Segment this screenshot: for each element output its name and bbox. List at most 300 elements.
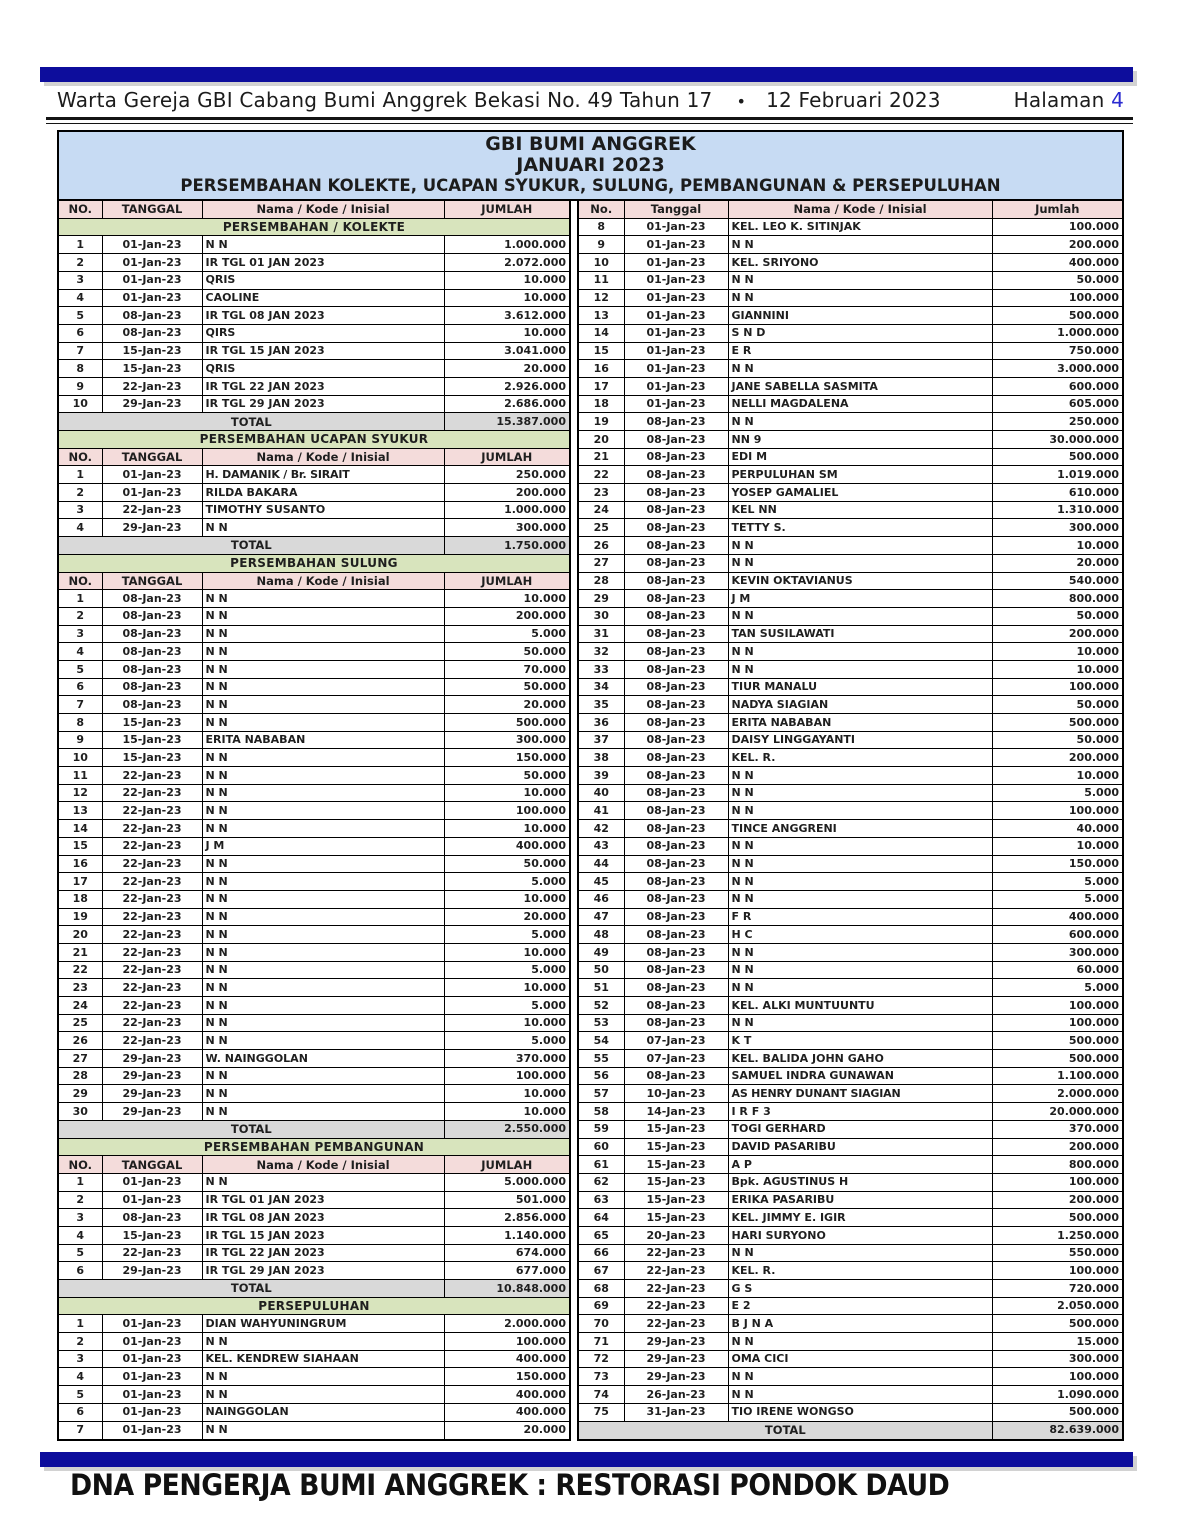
row-date: 08-Jan-23	[102, 696, 202, 714]
table-row	[58, 466, 570, 484]
row-no: 38	[578, 749, 624, 767]
row-name: N N	[728, 643, 992, 661]
row-date: 01-Jan-23	[624, 395, 728, 413]
row-amount: 200.000	[992, 236, 1123, 254]
row-amount: 20.000	[444, 1421, 570, 1440]
row-name: N N	[728, 413, 992, 431]
report-title-month: JANUARI 2023	[516, 154, 665, 176]
table-row	[58, 784, 570, 802]
column-header-row	[578, 200, 1123, 218]
row-name: W. NAINGGOLAN	[202, 1050, 444, 1068]
row-no: 12	[578, 289, 624, 307]
masthead	[57, 88, 1124, 112]
row-date: 08-Jan-23	[624, 572, 728, 590]
row-amount: 10.000	[444, 1085, 570, 1103]
row-amount: 100.000	[444, 1067, 570, 1085]
row-no: 6	[58, 324, 102, 342]
row-date: 01-Jan-23	[102, 1350, 202, 1368]
row-no: 27	[58, 1050, 102, 1068]
row-date: 22-Jan-23	[102, 784, 202, 802]
row-no: 63	[578, 1191, 624, 1209]
row-date: 01-Jan-23	[102, 1421, 202, 1440]
row-no: 13	[58, 802, 102, 820]
row-no: 7	[58, 696, 102, 714]
table-row	[58, 1386, 570, 1404]
table-row	[578, 1014, 1123, 1032]
row-name: IR TGL 22 JAN 2023	[202, 377, 444, 395]
table-row	[578, 271, 1123, 289]
row-amount: 1.250.000	[992, 1226, 1123, 1244]
masthead-date: 12 Februari 2023	[766, 88, 941, 112]
row-date: 29-Jan-23	[102, 1085, 202, 1103]
row-date: 01-Jan-23	[102, 1403, 202, 1421]
total-label: TOTAL	[58, 537, 444, 555]
table-row	[578, 802, 1123, 820]
row-name: N N	[728, 236, 992, 254]
row-date: 01-Jan-23	[102, 271, 202, 289]
row-amount: 150.000	[992, 855, 1123, 873]
table-row	[58, 271, 570, 289]
col-header-date: Tanggal	[624, 200, 728, 218]
row-amount: 200.000	[992, 749, 1123, 767]
row-no: 69	[578, 1297, 624, 1315]
row-date: 08-Jan-23	[624, 802, 728, 820]
row-date: 01-Jan-23	[102, 289, 202, 307]
row-amount: 5.000	[444, 926, 570, 944]
row-name: E R	[728, 342, 992, 360]
row-name: NN 9	[728, 431, 992, 449]
row-no: 65	[578, 1226, 624, 1244]
col-header-amount: JUMLAH	[444, 572, 570, 590]
total-amount: 10.848.000	[444, 1280, 570, 1298]
table-row	[578, 501, 1123, 519]
col-header-amount: Jumlah	[992, 200, 1123, 218]
row-name: B J N A	[728, 1315, 992, 1333]
row-name: N N	[202, 979, 444, 997]
table-row	[578, 466, 1123, 484]
row-amount: 50.000	[444, 855, 570, 873]
row-date: 22-Jan-23	[102, 1244, 202, 1262]
row-amount: 10.000	[444, 979, 570, 997]
row-no: 9	[58, 377, 102, 395]
row-amount: 370.000	[444, 1050, 570, 1068]
row-name: DAVID PASARIBU	[728, 1138, 992, 1156]
row-amount: 605.000	[992, 395, 1123, 413]
row-date: 20-Jan-23	[624, 1226, 728, 1244]
row-date: 08-Jan-23	[624, 749, 728, 767]
row-name: TIUR MANALU	[728, 678, 992, 696]
row-amount: 400.000	[444, 1386, 570, 1404]
col-header-no: NO.	[58, 200, 102, 218]
total-label: TOTAL	[578, 1421, 992, 1440]
row-amount: 5.000	[992, 979, 1123, 997]
table-row	[58, 1209, 570, 1227]
row-amount: 400.000	[444, 1403, 570, 1421]
top-divider-bar	[40, 67, 1133, 82]
table-row	[58, 660, 570, 678]
table-row	[578, 784, 1123, 802]
report-title-subtitle: PERSEMBAHAN KOLEKTE, UCAPAN SYUKUR, SULUNG, PEMBANGUNAN & PERSEPULUHAN	[180, 176, 1001, 195]
row-name: SAMUEL INDRA GUNAWAN	[728, 1067, 992, 1085]
row-date: 15-Jan-23	[102, 731, 202, 749]
row-no: 68	[578, 1280, 624, 1298]
row-no: 30	[58, 1103, 102, 1121]
row-date: 08-Jan-23	[624, 731, 728, 749]
table-row	[58, 607, 570, 625]
row-amount: 5.000	[992, 890, 1123, 908]
row-amount: 5.000	[444, 625, 570, 643]
report-title-block	[57, 130, 1124, 201]
table-row	[578, 395, 1123, 413]
row-no: 30	[578, 607, 624, 625]
table-row	[58, 1226, 570, 1244]
row-name: N N	[202, 784, 444, 802]
row-date: 08-Jan-23	[624, 484, 728, 502]
row-date: 22-Jan-23	[102, 943, 202, 961]
row-amount: 100.000	[992, 802, 1123, 820]
row-no: 3	[58, 271, 102, 289]
row-date: 22-Jan-23	[102, 802, 202, 820]
row-amount: 100.000	[992, 289, 1123, 307]
row-no: 34	[578, 678, 624, 696]
row-name: I R F 3	[728, 1103, 992, 1121]
row-no: 58	[578, 1103, 624, 1121]
table-row	[578, 696, 1123, 714]
left-offering-table	[57, 199, 571, 1441]
table-row	[58, 289, 570, 307]
table-row	[58, 236, 570, 254]
section-header-row	[58, 554, 570, 572]
row-no: 4	[58, 1368, 102, 1386]
report-columns	[57, 199, 1124, 1441]
total-row	[578, 1421, 1123, 1440]
row-name: N N	[728, 784, 992, 802]
table-row	[58, 714, 570, 732]
row-no: 35	[578, 696, 624, 714]
table-row	[578, 254, 1123, 272]
row-date: 08-Jan-23	[624, 979, 728, 997]
col-header-amount: JUMLAH	[444, 1156, 570, 1174]
row-amount: 10.000	[444, 784, 570, 802]
row-amount: 540.000	[992, 572, 1123, 590]
offering-report	[57, 130, 1124, 1441]
row-no: 15	[58, 837, 102, 855]
table-row	[58, 820, 570, 838]
row-date: 29-Jan-23	[102, 1262, 202, 1280]
row-no: 5	[58, 1386, 102, 1404]
row-no: 16	[58, 855, 102, 873]
row-no: 22	[578, 466, 624, 484]
table-row	[578, 1333, 1123, 1351]
table-row	[58, 360, 570, 378]
row-date: 01-Jan-23	[102, 236, 202, 254]
row-no: 54	[578, 1032, 624, 1050]
row-date: 08-Jan-23	[102, 590, 202, 608]
row-no: 37	[578, 731, 624, 749]
row-no: 60	[578, 1138, 624, 1156]
row-no: 10	[58, 749, 102, 767]
table-row	[578, 1032, 1123, 1050]
row-date: 22-Jan-23	[624, 1262, 728, 1280]
row-amount: 1.000.000	[444, 236, 570, 254]
row-date: 08-Jan-23	[624, 466, 728, 484]
total-label: TOTAL	[58, 1120, 444, 1138]
row-date: 08-Jan-23	[624, 554, 728, 572]
row-date: 22-Jan-23	[102, 890, 202, 908]
row-name: N N	[202, 1103, 444, 1121]
column-header-row	[58, 200, 570, 218]
row-amount: 30.000.000	[992, 431, 1123, 449]
row-amount: 300.000	[992, 943, 1123, 961]
table-row	[578, 643, 1123, 661]
table-row	[578, 324, 1123, 342]
col-header-name: Nama / Kode / Inisial	[202, 572, 444, 590]
row-no: 49	[578, 943, 624, 961]
table-row	[58, 890, 570, 908]
table-row	[578, 484, 1123, 502]
row-date: 01-Jan-23	[624, 218, 728, 236]
row-amount: 200.000	[992, 1138, 1123, 1156]
row-name: N N	[728, 554, 992, 572]
table-row	[58, 731, 570, 749]
row-date: 22-Jan-23	[624, 1280, 728, 1298]
row-no: 9	[578, 236, 624, 254]
row-no: 20	[58, 926, 102, 944]
row-amount: 200.000	[444, 484, 570, 502]
row-date: 08-Jan-23	[624, 961, 728, 979]
table-row	[58, 1403, 570, 1421]
row-date: 08-Jan-23	[624, 837, 728, 855]
row-amount: 50.000	[444, 643, 570, 661]
row-amount: 1.140.000	[444, 1226, 570, 1244]
row-name: KEL NN	[728, 501, 992, 519]
table-row	[58, 1173, 570, 1191]
row-name: GIANNINI	[728, 307, 992, 325]
row-no: 28	[58, 1067, 102, 1085]
row-amount: 10.000	[444, 324, 570, 342]
row-amount: 300.000	[992, 519, 1123, 537]
row-no: 1	[58, 1173, 102, 1191]
row-date: 08-Jan-23	[624, 767, 728, 785]
row-name: N N	[728, 943, 992, 961]
row-no: 59	[578, 1120, 624, 1138]
row-name: N N	[202, 820, 444, 838]
row-no: 13	[578, 307, 624, 325]
row-no: 21	[578, 448, 624, 466]
row-no: 32	[578, 643, 624, 661]
row-name: S N D	[728, 324, 992, 342]
row-date: 01-Jan-23	[102, 1191, 202, 1209]
row-date: 15-Jan-23	[624, 1209, 728, 1227]
row-amount: 300.000	[992, 1350, 1123, 1368]
row-name: N N	[202, 519, 444, 537]
table-row	[578, 431, 1123, 449]
col-header-no: NO.	[58, 572, 102, 590]
row-no: 14	[58, 820, 102, 838]
table-row	[578, 1368, 1123, 1386]
table-row	[58, 377, 570, 395]
row-name: N N	[202, 1368, 444, 1386]
row-no: 50	[578, 961, 624, 979]
table-row	[58, 1333, 570, 1351]
row-name: N N	[728, 873, 992, 891]
row-name: N N	[202, 749, 444, 767]
row-name: N N	[202, 625, 444, 643]
row-name: ERITA NABABAN	[728, 714, 992, 732]
row-name: N N	[202, 943, 444, 961]
page-number-label: Halaman 4	[1013, 88, 1124, 112]
row-name: N N	[202, 961, 444, 979]
row-no: 51	[578, 979, 624, 997]
row-name: A P	[728, 1156, 992, 1174]
row-amount: 500.000	[992, 1403, 1123, 1421]
row-date: 08-Jan-23	[624, 1067, 728, 1085]
row-amount: 100.000	[992, 1014, 1123, 1032]
row-no: 26	[578, 537, 624, 555]
row-date: 08-Jan-23	[624, 607, 728, 625]
row-amount: 500.000	[992, 1050, 1123, 1068]
row-amount: 3.041.000	[444, 342, 570, 360]
col-header-date: TANGGAL	[102, 1156, 202, 1174]
row-name: H. DAMANIK / Br. SIRAIT	[202, 466, 444, 484]
col-header-amount: JUMLAH	[444, 448, 570, 466]
col-header-date: TANGGAL	[102, 572, 202, 590]
row-name: N N	[728, 1368, 992, 1386]
row-name: YOSEP GAMALIEL	[728, 484, 992, 502]
table-row	[578, 1244, 1123, 1262]
table-row	[58, 1368, 570, 1386]
row-date: 01-Jan-23	[624, 307, 728, 325]
row-date: 15-Jan-23	[102, 342, 202, 360]
table-row	[58, 484, 570, 502]
row-no: 27	[578, 554, 624, 572]
row-no: 52	[578, 997, 624, 1015]
row-name: QRIS	[202, 360, 444, 378]
row-no: 1	[58, 466, 102, 484]
table-row	[578, 377, 1123, 395]
row-amount: 150.000	[444, 1368, 570, 1386]
row-no: 8	[58, 714, 102, 732]
row-name: KEL. JIMMY E. IGIR	[728, 1209, 992, 1227]
row-no: 1	[58, 1315, 102, 1333]
row-no: 39	[578, 767, 624, 785]
table-row	[58, 997, 570, 1015]
table-row	[578, 1297, 1123, 1315]
row-name: KEL. R.	[728, 1262, 992, 1280]
table-row	[58, 1014, 570, 1032]
row-date: 01-Jan-23	[624, 254, 728, 272]
section-title: PERSEMBAHAN SULUNG	[58, 554, 570, 572]
row-amount: 2.072.000	[444, 254, 570, 272]
table-row	[578, 1262, 1123, 1280]
row-no: 40	[578, 784, 624, 802]
row-date: 08-Jan-23	[624, 625, 728, 643]
row-amount: 10.000	[444, 1103, 570, 1121]
total-amount: 1.750.000	[444, 537, 570, 555]
table-row	[578, 1315, 1123, 1333]
col-header-no: NO.	[58, 1156, 102, 1174]
row-name: AS HENRY DUNANT SIAGIAN	[728, 1085, 992, 1103]
table-row	[58, 1262, 570, 1280]
total-row	[58, 1120, 570, 1138]
row-name: N N	[202, 767, 444, 785]
row-name: IR TGL 22 JAN 2023	[202, 1244, 444, 1262]
table-row	[58, 307, 570, 325]
row-name: J M	[728, 590, 992, 608]
row-no: 3	[58, 1209, 102, 1227]
row-amount: 10.000	[444, 890, 570, 908]
total-amount: 2.550.000	[444, 1120, 570, 1138]
row-amount: 500.000	[992, 714, 1123, 732]
row-no: 6	[58, 1262, 102, 1280]
row-no: 23	[578, 484, 624, 502]
row-date: 15-Jan-23	[624, 1173, 728, 1191]
row-amount: 200.000	[444, 607, 570, 625]
row-name: N N	[728, 1333, 992, 1351]
row-amount: 10.000	[444, 943, 570, 961]
row-amount: 501.000	[444, 1191, 570, 1209]
row-name: N N	[202, 1032, 444, 1050]
row-date: 15-Jan-23	[102, 360, 202, 378]
row-name: N N	[728, 360, 992, 378]
table-row	[58, 979, 570, 997]
row-amount: 10.000	[992, 767, 1123, 785]
table-row	[58, 643, 570, 661]
row-name: N N	[202, 590, 444, 608]
bullet-separator: •	[736, 92, 747, 111]
row-amount: 720.000	[992, 1280, 1123, 1298]
table-row	[58, 696, 570, 714]
row-date: 07-Jan-23	[624, 1032, 728, 1050]
row-date: 08-Jan-23	[624, 873, 728, 891]
row-name: N N	[728, 607, 992, 625]
row-date: 26-Jan-23	[624, 1386, 728, 1404]
row-amount: 10.000	[444, 820, 570, 838]
row-no: 25	[578, 519, 624, 537]
row-name: N N	[202, 926, 444, 944]
table-row	[578, 714, 1123, 732]
row-no: 26	[58, 1032, 102, 1050]
row-name: N N	[728, 979, 992, 997]
row-no: 55	[578, 1050, 624, 1068]
row-name: NAINGGOLAN	[202, 1403, 444, 1421]
row-date: 22-Jan-23	[102, 1014, 202, 1032]
row-amount: 60.000	[992, 961, 1123, 979]
row-name: N N	[728, 289, 992, 307]
row-date: 31-Jan-23	[624, 1403, 728, 1421]
table-row	[578, 943, 1123, 961]
row-name: N N	[202, 643, 444, 661]
row-no: 48	[578, 926, 624, 944]
row-name: N N	[202, 236, 444, 254]
row-no: 6	[58, 1403, 102, 1421]
row-no: 23	[58, 979, 102, 997]
row-name: N N	[202, 802, 444, 820]
table-row	[578, 360, 1123, 378]
table-row	[58, 1032, 570, 1050]
row-no: 2	[58, 1333, 102, 1351]
row-name: N N	[728, 1244, 992, 1262]
row-date: 08-Jan-23	[624, 501, 728, 519]
row-name: N N	[202, 997, 444, 1015]
section-header-row	[58, 431, 570, 449]
table-row	[58, 519, 570, 537]
header-rule	[46, 117, 1133, 124]
table-row	[578, 1403, 1123, 1421]
row-name: N N	[202, 1421, 444, 1440]
row-date: 08-Jan-23	[624, 431, 728, 449]
row-no: 19	[578, 413, 624, 431]
